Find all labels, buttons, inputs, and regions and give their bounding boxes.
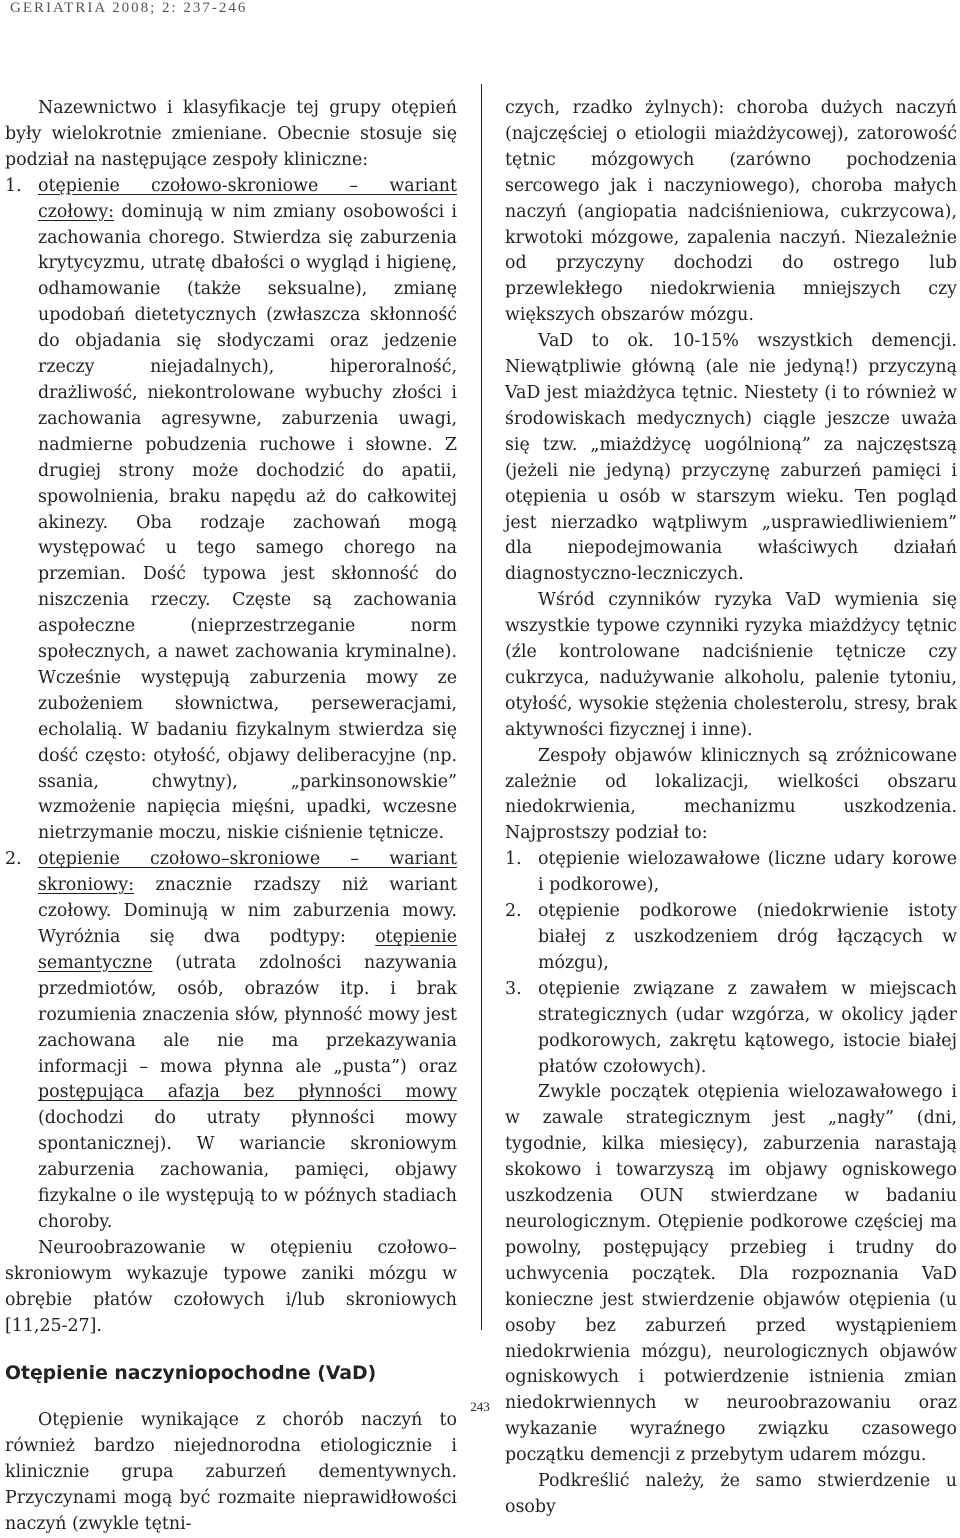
- list-number: 2.: [5, 849, 22, 870]
- list-item-text: znacznie rzadszy niż wariant czołowy. Dominują w nim zaburzenia mowy. Wyróżnia się dwa podtypy:: [38, 875, 457, 947]
- list-item-text: otępienie związane z zawałem w miejscach strategicznych (udar wzgórza, w okolicy jąder podkorowych, zakrętu kątowego, istocie białej płatów czołowych).: [538, 978, 957, 1077]
- list-item-text: dominują w nim zmiany osobowości i zachowania chorego. Stwierdza się zaburzenia krytycyzmu, utratę dbałości o wygląd i higienę, odhamowanie (także seksualne), zmianę upodobań dietetycznych (zwłaszcza skłonność do objadania się słodyczami oraz jedzenie rzeczy niejadalnych), hiperoralność, drażliwość, niekontrolowane wybuchy złości i zachowania agresywne, zaburzenia uwagi, nadmierne pobudzenia ruchowe i słowne. Z drugiej strony może dochodzić do apatii, spowolnienia, braku napędu aż do całkowitej akinezy. Oba rodzaje zachowań mogą występować u tego samego chorego na przemian. Dość typowa jest skłonność do niszczenia rzeczy. Częste są zachowania aspołeczne (nieprzestrzeganie norm społecznych, a nawet zachowania kryminalne). Wcześnie występują zaburzenia mowy ze zubożeniem słownictwa, perseweracjami, echolalią. W badaniu fizykalnym stwierdza się dość często: otyłość, objawy deliberacyjne (np. ssania, chwytny), „parkinsonowskie” wzmożenie napięcia mięśni, upadki, wczesne nietrzymanie moczu, niskie ciśnienie tętnicze.: [38, 201, 457, 844]
- neuroimaging-paragraph: Neuroobrazowanie w otępieniu czołowo–skroniowym wykazuje typowe zaniki mózgu w obrębie płatów czołowych i/lub skroniowych [11,25-27].: [5, 1237, 457, 1336]
- underlined-term: otępienie czołowo–skroniowe – wariant skroniowy:: [38, 849, 457, 896]
- list-number: 1.: [505, 849, 522, 870]
- underlined-term: postępująca afazja bez płynności mowy: [38, 1082, 457, 1103]
- left-column: [5, 96, 457, 1538]
- paragraph: czych, rzadko żylnych): choroba dużych naczyń (najczęściej o etiologii miażdżycowej), zatorowość tętnic mózgowych (zarówno pochodzenia sercowego jak i naczyniowego), choroba małych naczyń (angiopatia nadciśnieniowa, cukrzycowa), krwotoki mózgowe, zapalenia naczyń. Niezależnie od przyczyny dochodzi do ostrego lub przewlekłego niedokrwienia mniejszych czy większych obszarów mózgu.: [505, 98, 957, 326]
- list-item-text: (utrata zdolności nazywania przedmiotów, osób, obrazów itp. i brak rozumienia znaczenia słów, płynność mowy jest zachowana ale nie ma przekazywania informacji – mowa płynna ale „pusta”) oraz: [38, 952, 457, 1077]
- paragraph: VaD to ok. 10-15% wszystkich demencji. Niewątpliwie główną (ale nie jedyną!) przyczyną VaD jest miażdżyca tętnic. Niestety (i to również w środowiskach medycznych) ciągle jeszcze uważa się tzw. „miażdżycę uogólnioną” za najczęstszą (jeżeli nie jedyną) przyczynę zaburzeń pamięci i otępienia u osób w starszym wieku. Ten pogląd jest nierzadko wątpliwym „usprawiedliwieniem” dla niepodejmowania właściwych działań diagnostyczno-leczniczych.: [505, 331, 957, 585]
- vad-intro-paragraph: Otępienie wynikające z chorób naczyń to również bardzo niejednorodna etiologicznie i klinicznie grupa zaburzeń dementywnych. Przyczynami mogą być rozmaite nieprawidłowości naczyń (zwykle tętni-: [5, 1410, 457, 1535]
- column-divider: [481, 84, 482, 1330]
- list-number: 1.: [5, 175, 22, 196]
- list-item-text: (dochodzi do utraty płynności mowy spontanicznej). W wariancie skroniowym zaburzenia zachowania, pamięci, objawy fizykalne o ile występują to w późnych stadiach choroby.: [38, 1108, 457, 1232]
- list-item: [505, 899, 957, 977]
- list-number: 3.: [505, 978, 522, 999]
- section-heading: Otępienie naczyniopochodne (VaD): [5, 1362, 377, 1384]
- intro-paragraph: Nazewnictwo i klasyfikacje tej grupy otępień były wielokrotnie zmieniane. Obecnie stosuje się podział na następujące zespoły kliniczne:: [5, 98, 457, 170]
- list-item-text: otępienie wielozawałowe (liczne udary korowe i podkorowe),: [538, 849, 957, 896]
- paragraph: Zwykle początek otępienia wielozawałowego i w zawale strategicznym jest „nagły” (dni, tygodnie, kilka miesięcy), zaburzenia narastają skokowo i towarzyszą im objawy ogniskowego uszkodzenia OUN stwierdzane w badaniu neurologicznym. Otępienie podkorowe częściej ma powolny, postępujący przebieg i trudny do uchwycenia początek. Dla rozpoznania VaD konieczne jest stwierdzenie objawów otępienia (u osoby bez zaburzeń przed wystąpieniem niedokrwienia mózgu), neurologicznych objawów ogniskowych i potwierdzenie istnienia zmian niedokrwiennych w neuroobrazowaniu oraz wykazanie wyraźnego związku czasowego początku demencji z przebytym udarem mózgu.: [505, 1082, 957, 1466]
- paragraph: Podkreślić należy, że samo stwierdzenie u osoby: [505, 1471, 957, 1517]
- list-item: [505, 977, 957, 1081]
- list-item: [505, 847, 957, 899]
- right-column: [505, 96, 957, 1521]
- paragraph: Zespoły objawów klinicznych są zróżnicowane zależnie od lokalizacji, wielkości obszaru niedokrwienia, mechanizmu uszkodzenia. Najprostszy podział to:: [505, 745, 957, 844]
- page-number: 243: [470, 1399, 490, 1414]
- list-item-text: otępienie podkorowe (niedokrwienie istoty białej z uszkodzeniem dróg łączących w mózgu),: [538, 901, 957, 973]
- underlined-term: otępienie czołowo-skroniowe – wariant czołowy:: [38, 175, 457, 222]
- list-item-frontal-variant: [5, 174, 457, 848]
- list-item-temporal-variant: [5, 847, 457, 1236]
- journal-header: GERIATRIA 2008; 2: 237-246: [10, 0, 248, 16]
- list-number: 2.: [505, 901, 522, 922]
- underlined-term: otępienie semantyczne: [38, 927, 457, 973]
- paragraph: Wśród czynników ryzyka VaD wymienia się wszystkie typowe czynniki ryzyka miażdżycy tętnic (źle kontrolowane nadciśnienie tętnicze czy cukrzyca, nadużywanie alkoholu, palenie tytoniu, otyłość, wysokie stężenia cholesterolu, stresy, brak aktywności fizycznej i inne).: [505, 590, 957, 740]
